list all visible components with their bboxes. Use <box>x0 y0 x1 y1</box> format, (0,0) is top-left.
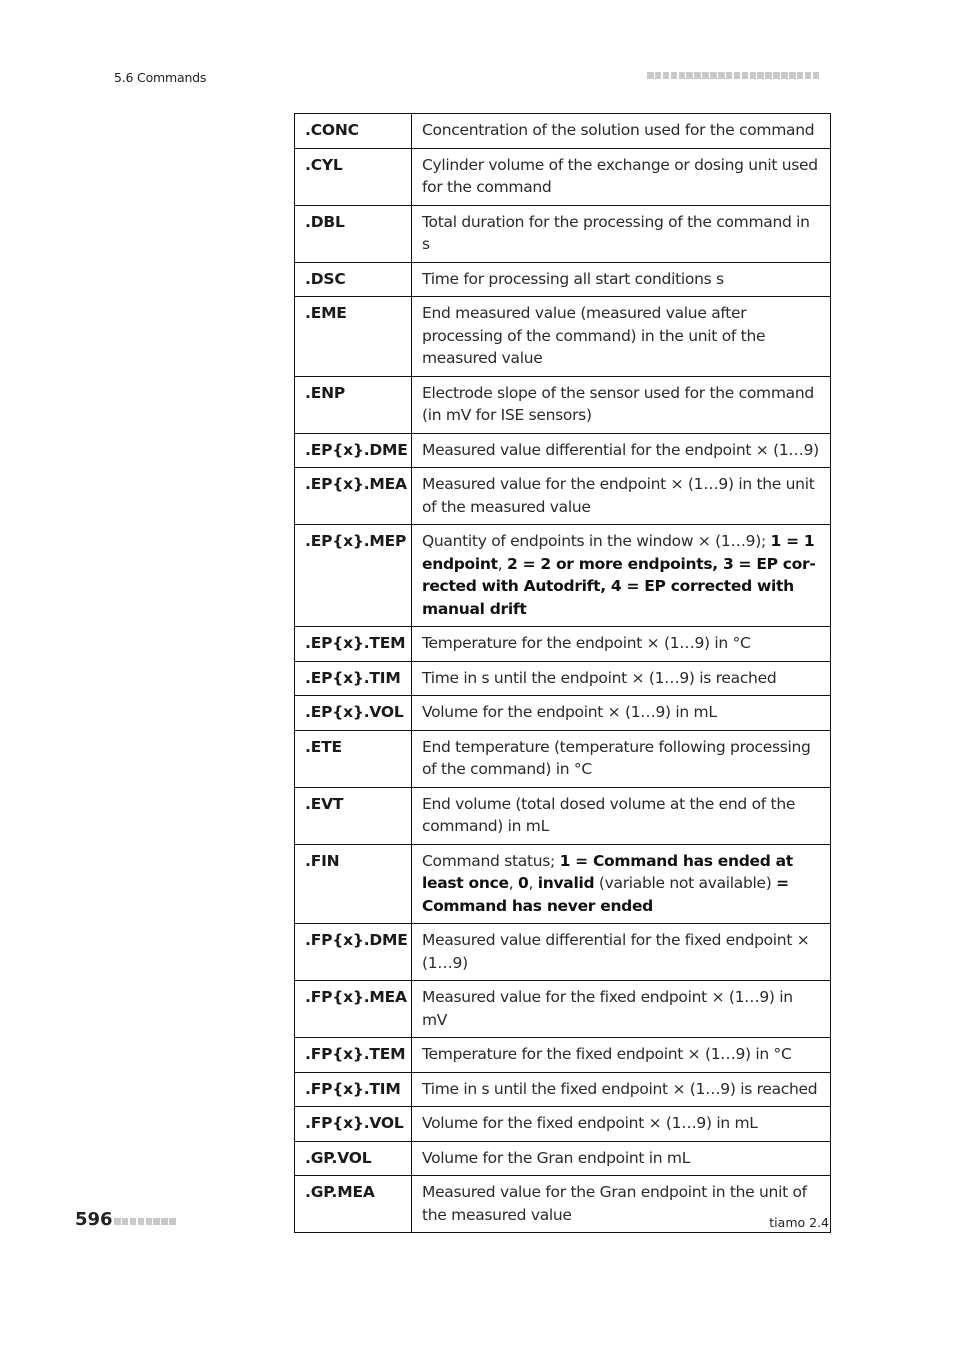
variable-name: .FP{x}.VOL <box>295 1107 412 1142</box>
variable-description <box>412 1038 831 1073</box>
variable-description <box>412 1072 831 1107</box>
description-text: Temperature for the fixed endpoint × (1…9) in °C <box>422 1045 792 1063</box>
variable-name: .GP.VOL <box>295 1141 412 1176</box>
description-text: Measured value differential for the endpoint × (1…9) <box>422 440 819 459</box>
table-row <box>295 433 831 468</box>
table-row <box>295 525 831 627</box>
description-text: Volume for the endpoint × (1…9) in mL <box>422 703 717 721</box>
variable-name: .FP{x}.TEM <box>295 1038 412 1073</box>
description-text: Quantity of endpoints in the window × (1…9); <box>422 532 771 550</box>
description-text: Temperature for the endpoint × (1…9) in °C <box>422 634 751 652</box>
table-row <box>295 114 831 149</box>
variable-description <box>412 924 831 981</box>
variable-description <box>412 148 831 205</box>
table-row <box>295 262 831 297</box>
variable-description <box>412 627 831 662</box>
description-text: Measured value for the fixed endpoint × (1…9) in mV <box>422 988 793 1029</box>
footer-product-name: tiamo 2.4 <box>769 1215 829 1230</box>
table-row <box>295 730 831 787</box>
variable-description <box>412 981 831 1038</box>
description-text: Concentration of the solution used for the command <box>422 121 815 139</box>
table-row <box>295 1038 831 1073</box>
variable-description <box>412 376 831 433</box>
variable-description <box>412 730 831 787</box>
description-text: (variable not available) <box>594 874 777 892</box>
variable-name: .EP{x}.VOL <box>295 696 412 731</box>
table-row <box>295 696 831 731</box>
variable-name: .FIN <box>295 844 412 924</box>
variable-name: .EP{x}.TIM <box>295 661 412 696</box>
table-row <box>295 1072 831 1107</box>
variable-name: .FP{x}.DME <box>295 924 412 981</box>
description-text: Measured value differential for the fixed endpoint × (1…9) <box>422 931 810 972</box>
variable-name: .ENP <box>295 376 412 433</box>
table-row <box>295 627 831 662</box>
variable-description <box>412 1141 831 1176</box>
variable-description <box>412 433 831 468</box>
variable-description <box>412 1107 831 1142</box>
description-text: Command status; <box>422 851 560 870</box>
variable-name: .EP{x}.MEA <box>295 468 412 525</box>
description-text: Volume for the Gran endpoint in mL <box>422 1148 691 1167</box>
table-row <box>295 376 831 433</box>
variable-description <box>412 297 831 377</box>
table-row <box>295 1141 831 1176</box>
description-text: Total duration for the processing of the command in s <box>422 212 810 253</box>
description-text: Time for processing all start conditions s <box>422 269 724 288</box>
variable-name: .EP{x}.TEM <box>295 627 412 662</box>
variable-name: .DSC <box>295 262 412 297</box>
variable-name: .EME <box>295 297 412 377</box>
table-row <box>295 924 831 981</box>
description-text: , <box>508 874 518 892</box>
description-text: End temperature (temperature following processing of the command) in °C <box>422 737 811 778</box>
description-emphasis: 1 = Command has ended at least once <box>422 851 793 892</box>
variable-name: .EP{x}.MEP <box>295 525 412 627</box>
footer-decoration <box>114 1218 176 1225</box>
table-row <box>295 468 831 525</box>
variable-description <box>412 787 831 844</box>
header-decoration <box>647 72 819 79</box>
variable-name: .CONC <box>295 114 412 149</box>
variable-description <box>412 114 831 149</box>
variable-description <box>412 205 831 262</box>
table-row <box>295 148 831 205</box>
description-emphasis: 2 = 2 or more endpoints, 3 = EP corrected with Autodrift, 4 = EP corrected with manual drift <box>422 554 816 618</box>
description-text: End volume (total dosed volume at the end of the command) in mL <box>422 794 796 835</box>
variable-name: .DBL <box>295 205 412 262</box>
table-row <box>295 205 831 262</box>
variable-description <box>412 468 831 525</box>
description-text: Volume for the fixed endpoint × (1…9) in mL <box>422 1114 758 1132</box>
table-row <box>295 1107 831 1142</box>
description-text: End measured value (measured value after processing of the command) in the unit of the measured value <box>422 304 766 367</box>
variable-name: .EVT <box>295 787 412 844</box>
description-emphasis: = Command has never ended <box>422 874 789 915</box>
variable-name: .FP{x}.MEA <box>295 981 412 1038</box>
variable-name: .CYL <box>295 148 412 205</box>
variables-table <box>294 113 831 1233</box>
page-number: 596 <box>75 1209 113 1230</box>
header-section-title: 5.6 Commands <box>114 70 207 85</box>
table-row <box>295 787 831 844</box>
variable-description <box>412 661 831 696</box>
table-row <box>295 297 831 377</box>
table-row <box>295 844 831 924</box>
variable-name: .EP{x}.DME <box>295 433 412 468</box>
table-row <box>295 1176 831 1233</box>
variable-description <box>412 525 831 627</box>
description-text: Electrode slope of the sensor used for the command (in mV for ISE sensors) <box>422 383 814 424</box>
description-text: , <box>528 874 538 892</box>
description-text: Measured value for the Gran endpoint in the unit of the measured value <box>422 1183 807 1224</box>
table-row <box>295 661 831 696</box>
variable-description <box>412 1176 831 1233</box>
variable-description <box>412 696 831 731</box>
variable-name: .ETE <box>295 730 412 787</box>
table-row <box>295 981 831 1038</box>
description-text: Cylinder volume of the exchange or dosing unit used for the command <box>422 155 818 196</box>
variable-description <box>412 262 831 297</box>
description-text: Measured value for the endpoint × (1…9) in the unit of the measured value <box>422 475 815 516</box>
description-text: Time in s until the endpoint × (1…9) is reached <box>422 668 777 687</box>
variable-name: .GP.MEA <box>295 1176 412 1233</box>
variable-name: .FP{x}.TIM <box>295 1072 412 1107</box>
description-emphasis: 1 = 1 endpoint <box>422 532 815 573</box>
description-emphasis: 0 <box>517 874 529 892</box>
description-emphasis: invalid <box>537 874 595 892</box>
variable-description <box>412 844 831 924</box>
description-text: Time in s until the fixed endpoint × (1…9) is reached <box>422 1079 818 1098</box>
description-text: , <box>497 554 508 573</box>
